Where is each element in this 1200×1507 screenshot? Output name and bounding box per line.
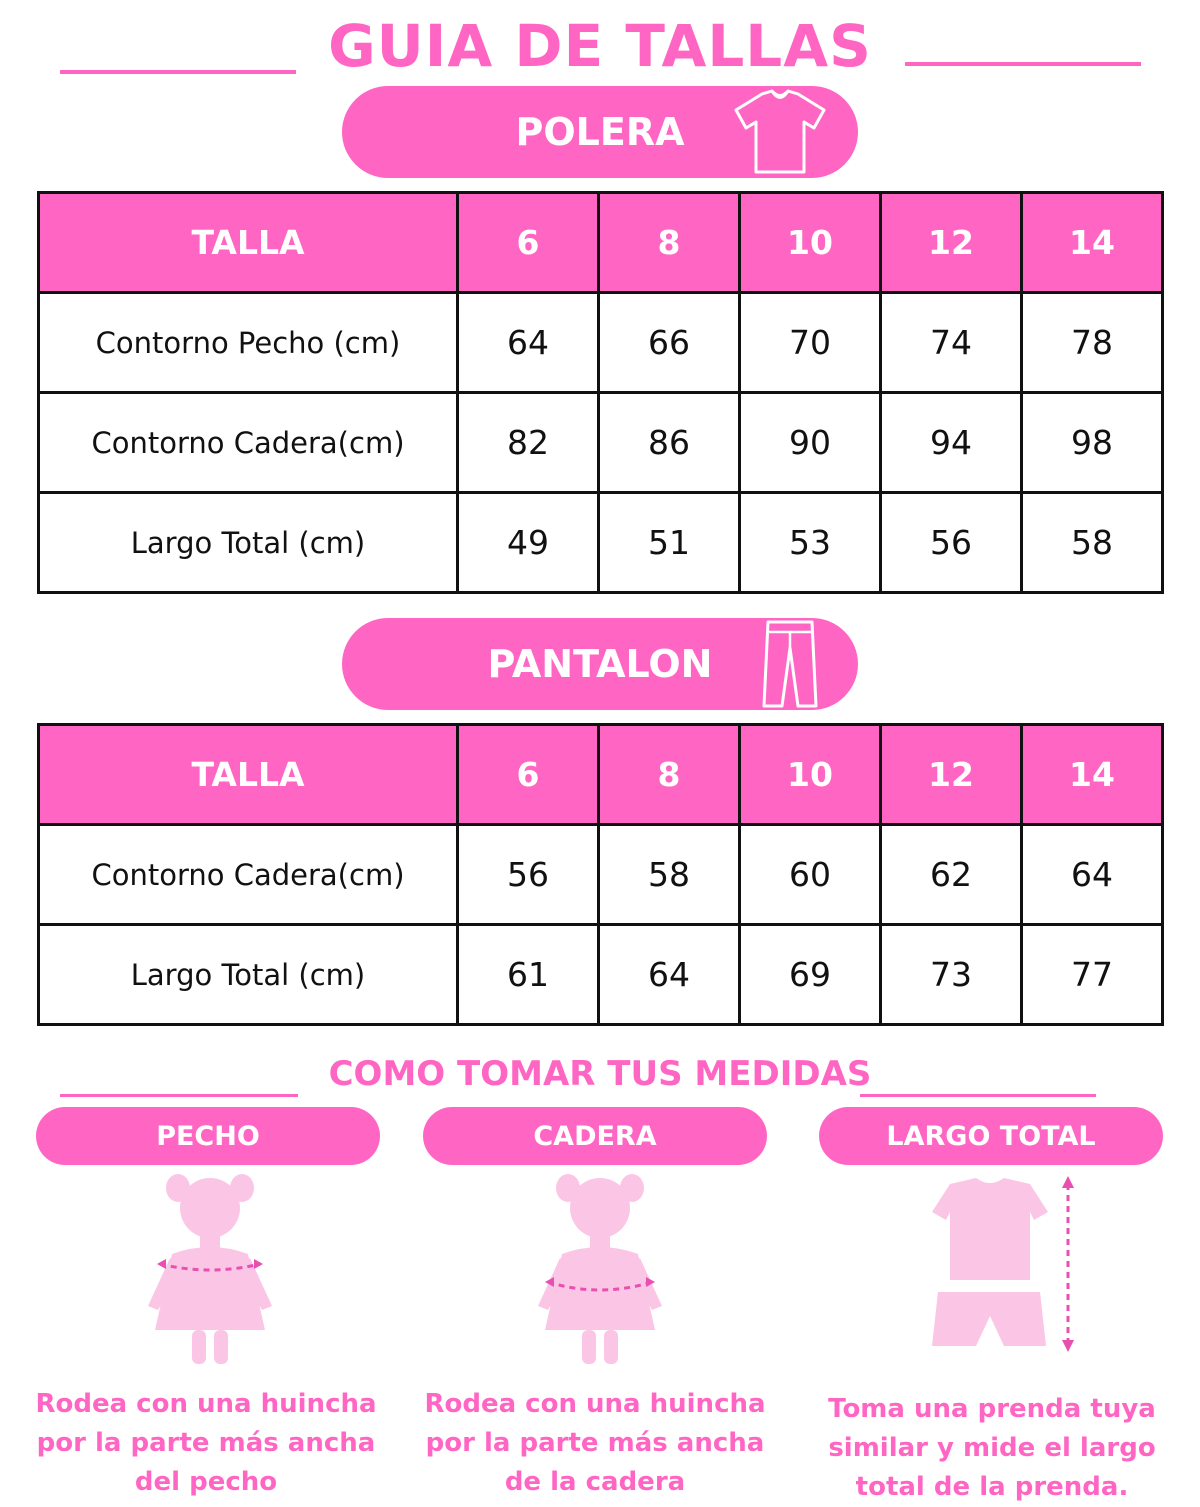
table-cell: 64 [599, 925, 740, 1025]
caption-line: Rodea con una huincha [424, 1389, 766, 1419]
table-cell: 58 [1022, 493, 1163, 593]
measure-rule-left [60, 1094, 298, 1097]
table-cell: 53 [740, 493, 881, 593]
pecho-label-pill: PECHO [36, 1107, 380, 1165]
table-cell: 90 [740, 393, 881, 493]
table-cell: 64 [458, 293, 599, 393]
caption-line: Rodea con una huincha [35, 1389, 377, 1419]
row-label: Largo Total (cm) [39, 493, 458, 593]
table-header-row [39, 193, 1163, 293]
row-label: Contorno Cadera(cm) [39, 825, 458, 925]
table-cell: 56 [458, 825, 599, 925]
table-row [39, 393, 1163, 493]
measure-rule-right [860, 1094, 1096, 1097]
table-cell: 70 [740, 293, 881, 393]
table-cell: 86 [599, 393, 740, 493]
table-row [39, 925, 1163, 1025]
header-cell: TALLA [39, 725, 458, 825]
table-cell: 69 [740, 925, 881, 1025]
pantalon-label: PANTALON [487, 642, 713, 686]
caption-line: por la parte más ancha [36, 1428, 376, 1458]
cadera-label-pill: CADERA [423, 1107, 767, 1165]
table-cell: 51 [599, 493, 740, 593]
table-cell: 98 [1022, 393, 1163, 493]
polera-label: POLERA [515, 110, 685, 154]
table-row [39, 293, 1163, 393]
caption-line: del pecho [134, 1467, 278, 1497]
pantalon-size-table [37, 723, 1164, 1026]
table-cell: 61 [458, 925, 599, 1025]
header-cell: 14 [1022, 193, 1163, 293]
row-label: Largo Total (cm) [39, 925, 458, 1025]
table-cell: 58 [599, 825, 740, 925]
header-cell: 10 [740, 193, 881, 293]
header-cell: 8 [599, 725, 740, 825]
table-cell: 60 [740, 825, 881, 925]
header-cell: 6 [458, 725, 599, 825]
table-cell: 74 [881, 293, 1022, 393]
polera-size-table [37, 191, 1164, 594]
pants-icon [760, 618, 820, 710]
table-row [39, 825, 1163, 925]
largo-total-label-pill: LARGO TOTAL [819, 1107, 1163, 1165]
table-row [39, 493, 1163, 593]
page-title: GUIA DE TALLAS [328, 12, 872, 80]
header-cell: 10 [740, 725, 881, 825]
cadera-caption [405, 1385, 785, 1502]
caption-line: por la parte más ancha [425, 1428, 765, 1458]
header-cell: 6 [458, 193, 599, 293]
table-cell: 56 [881, 493, 1022, 593]
pecho-caption [16, 1385, 396, 1502]
header-cell: TALLA [39, 193, 458, 293]
pantalon-section-label [342, 618, 858, 710]
table-cell: 73 [881, 925, 1022, 1025]
table-cell: 49 [458, 493, 599, 593]
caption-line: total de la prenda. [855, 1472, 1129, 1502]
row-label: Contorno Pecho (cm) [39, 293, 458, 393]
caption-line: Toma una prenda tuya [828, 1394, 1156, 1424]
caption-line: de la cadera [504, 1467, 686, 1497]
girl-chest-measure-icon [60, 1170, 360, 1370]
table-cell: 77 [1022, 925, 1163, 1025]
table-cell: 66 [599, 293, 740, 393]
table-cell: 64 [1022, 825, 1163, 925]
tshirt-icon [732, 86, 828, 178]
title-rule-right [905, 62, 1141, 66]
row-label: Contorno Cadera(cm) [39, 393, 458, 493]
polera-section-label [342, 86, 858, 178]
table-cell: 94 [881, 393, 1022, 493]
largo-total-caption [802, 1390, 1182, 1507]
girl-hip-measure-icon [450, 1170, 750, 1370]
garment-length-icon [880, 1170, 1180, 1370]
header-cell: 12 [881, 725, 1022, 825]
table-cell: 82 [458, 393, 599, 493]
header-cell: 12 [881, 193, 1022, 293]
measure-title: COMO TOMAR TUS MEDIDAS [328, 1054, 872, 1094]
caption-line: similar y mide el largo [828, 1433, 1156, 1463]
table-cell: 62 [881, 825, 1022, 925]
table-header-row [39, 725, 1163, 825]
header-cell: 8 [599, 193, 740, 293]
header-cell: 14 [1022, 725, 1163, 825]
table-cell: 78 [1022, 293, 1163, 393]
